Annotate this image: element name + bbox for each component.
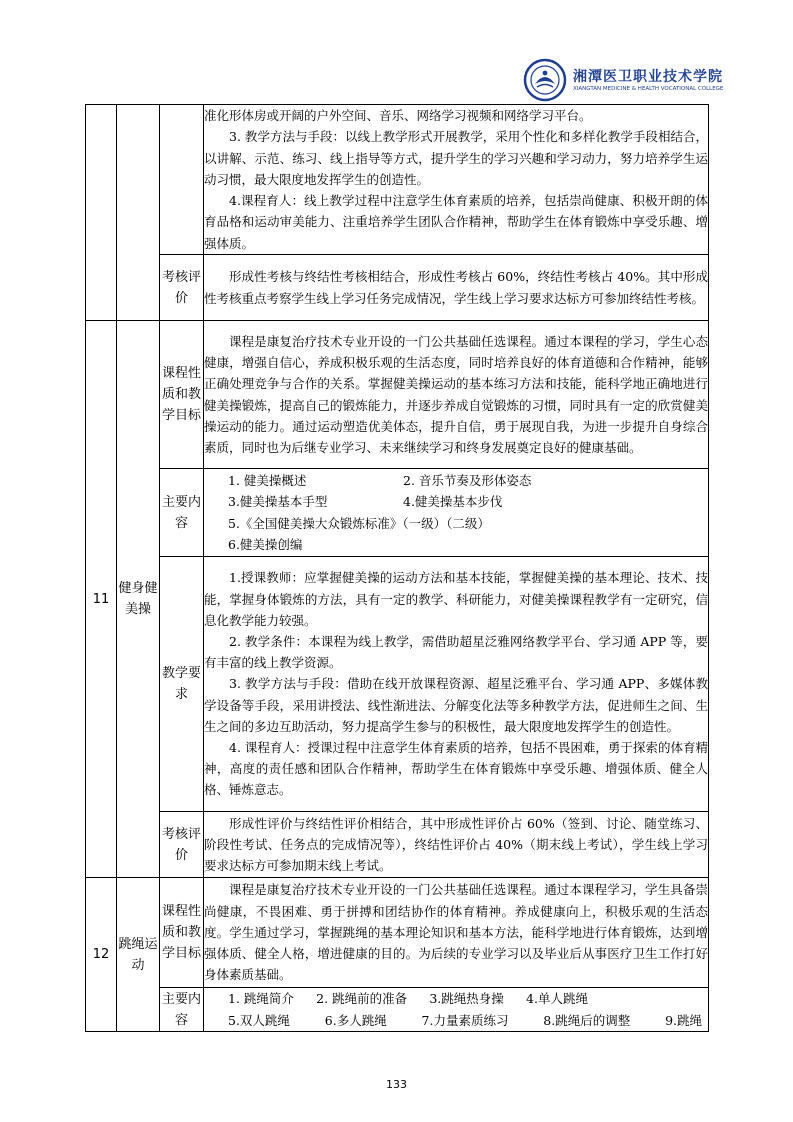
list-item: 7.力量素质练习 (421, 1012, 509, 1028)
list-item: 1. 跳绳简介 (228, 991, 294, 1007)
table-row (86, 557, 709, 812)
category-assessment: 考核评价 (160, 255, 204, 321)
paragraph: 4.课程育人：线上教学过程中注意学生体育素质的培养，包括崇尚健康、积极开朗的体育品格和运动审美能力、注重培养学生团队合作精神，帮助学生在体育锻炼中享受乐趣、增强体质。 (204, 193, 708, 251)
list-item: 4.健美操基本步伐 (403, 494, 503, 510)
course-nature-text: 课程是康复治疗技术专业开设的一门公共基础任选课程。通过本课程的学习，学生心态健康，增强自信心，养成积极乐观的生活态度，同时培养良好的体育道德和合作精神，能够正确处理竞争与合作的关系。掌握健美操运动的基本练习方法和技能，能科学地正确地进行健美操锻炼，提高自己的锻炼能力，并逐步养成自觉锻炼的习惯，同时具有一定的欣赏健美操运动的能力。通过运动塑造优美体态，提升自信，勇于展现自我，为进一步提升自身综合素质，同时也为后继专业学习、未来继续学习和终身发展奠定良好的健康基础。 (204, 321, 709, 469)
table-row (86, 469, 709, 557)
list-item: 8.跳绳后的调整 (543, 1012, 631, 1028)
category-main-content: 主要内容 (160, 469, 204, 557)
table-row (86, 812, 709, 878)
paragraph: 2. 教学条件：本课程为线上教学，需借助超星泛雅网络教学平台、学习通 APP 等，要有丰富的线上教学资源。 (204, 633, 708, 671)
course-name: 健身健美操 (117, 321, 160, 878)
list-item: 3.跳绳热身操 (429, 991, 504, 1007)
course-name: 跳绳运动 (117, 878, 160, 1032)
course-name (117, 105, 160, 321)
list-item: 5.双人跳绳 (228, 1012, 290, 1028)
paragraph: 1.授课教师：应掌握健美操的运动方法和基本技能，掌握健美操的基本理论、技术、技能，掌握身体锻炼的方法，具有一定的教学、科研能力，对健美操课程教学有一定研究，信息化教学能力较强。 (204, 570, 708, 628)
list-item: 5.《全国健美操大众锻炼标准》（一级）（二级） (228, 515, 490, 531)
list-item: 6.多人跳绳 (324, 1012, 387, 1028)
page-number: 133 (386, 1078, 407, 1091)
course-number (86, 105, 117, 321)
course-number: 12 (86, 878, 117, 1032)
course-table (85, 104, 709, 1032)
category-main-content: 主要内容 (160, 988, 204, 1032)
category-course-nature: 课程性质和教学目标 (160, 321, 204, 469)
category-course-nature: 课程性质和教学目标 (160, 878, 204, 988)
assessment-text: 形成性考核与终结性考核相结合，形成性考核占 60%，终结性考核占 40%。其中形成性考核重点考察学生线上学习任务完成情况，学生线上学习要求达标方可参加终结性考核。 (204, 255, 709, 321)
table-row (86, 988, 709, 1032)
course-number: 11 (86, 321, 117, 878)
list-item: 6.健美操创编 (228, 536, 303, 552)
list-item: 1. 健美操概述 (228, 473, 307, 489)
course-nature-text: 课程是康复治疗技术专业开设的一门公共基础任选课程。通过本课程学习，学生具备崇尚健康，不畏困难、勇于拼搏和团结协作的体育精神。养成健康向上，积极乐观的生活态度。学生通过学习，掌握跳绳的基本理论知识和基本方法，能科学地进行体育锻炼，达到增强体质、健全人格，增进健康的目的。为后续的专业学习以及毕业后从事医疗卫生工作打好身体素质基础。 (204, 878, 709, 988)
list-item: 2. 跳绳前的准备 (316, 991, 408, 1007)
list-item: 3.健美操基本手型 (228, 494, 328, 510)
category-teaching-requirements: 教学要求 (160, 557, 204, 812)
table-row (86, 105, 709, 255)
main-content-list (204, 988, 709, 1032)
paragraph: 准化形体房或开阔的户外空间、音乐、网络学习视频和网络学习平台。 (204, 108, 592, 124)
category-teaching-requirements (160, 105, 204, 255)
list-item: 2. 音乐节奏及形体姿态 (403, 473, 532, 489)
school-name-en: XIANGTAN MEDICINE & HEALTH VOCATIONAL COLLEGE (573, 86, 724, 92)
list-item: 9.跳绳 (665, 1012, 702, 1028)
teaching-requirements-text (204, 105, 709, 255)
list-item: 4.单人跳绳 (526, 991, 588, 1007)
teaching-requirements-text (204, 557, 709, 812)
assessment-text: 形成性评价与终结性评价相结合，其中形成性评价占 60%（签到、讨论、随堂练习、阶段性考试、任务点的完成情况等），终结性评价占 40%（期末线上考试），学生线上学习要求达标方可参加期末线上考试。 (204, 812, 709, 878)
paragraph: 3. 教学方法与手段：以线上教学形式开展教学，采用个性化和多样化教学手段相结合，以讲解、示范、练习、线上指导等方式，提升学生的学习兴趣和学习动力，努力培养学生运动习惯，最大限度地发挥学生的创造性。 (204, 129, 708, 187)
school-name-cn: 湘潭医卫职业技术学院 (573, 69, 723, 85)
table-row (86, 878, 709, 988)
school-emblem-icon (523, 58, 567, 102)
school-logo (523, 58, 753, 102)
table-row (86, 321, 709, 469)
table-row (86, 255, 709, 321)
paragraph: 3. 教学方法与手段：借助在线开放课程资源、超星泛雅平台、学习通 APP、多媒体教学设备等手段，采用讲授法、线性渐进法、分解变化法等多种教学方法，促进师生之间、生生之间的多边互助活动，努力提高学生参与的积极性，最大限度地发挥学生的创造性。 (204, 676, 708, 734)
paragraph: 4. 课程育人：授课过程中注意学生体育素质的培养，包括不畏困难，勇于探索的体育精神，高度的责任感和团队合作精神，帮助学生在体育锻炼中享受乐趣、增强体质、健全人格、锤炼意志。 (204, 740, 708, 798)
main-content-list (204, 469, 709, 557)
category-assessment: 考核评价 (160, 812, 204, 878)
